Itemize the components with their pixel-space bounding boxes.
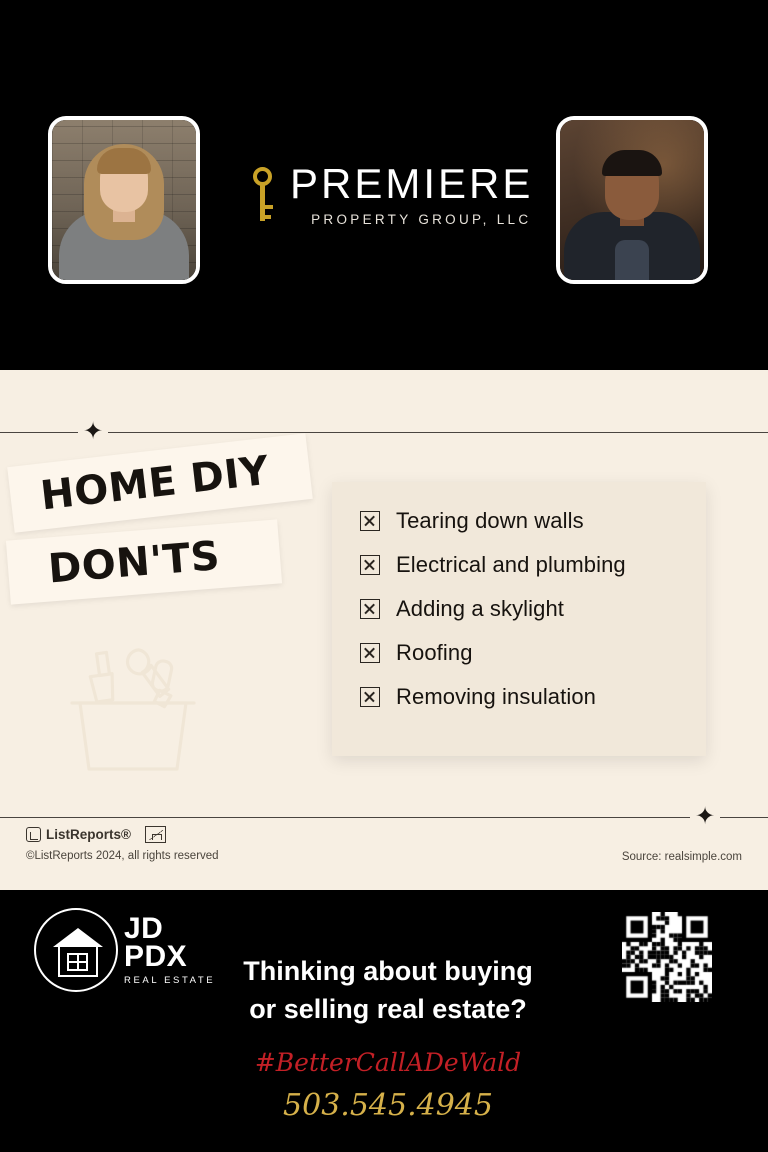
list-item-label: Electrical and plumbing xyxy=(396,552,626,577)
avatar-left xyxy=(48,116,200,284)
source-text: Source: realsimple.com xyxy=(621,851,742,863)
listreports-logo xyxy=(26,827,131,842)
list-item-label: Removing insulation xyxy=(396,684,597,709)
equal-housing-opportunity-icon xyxy=(145,826,166,843)
listreports-name: ListReports® xyxy=(46,827,131,842)
cta-text xyxy=(198,952,578,1029)
header-band xyxy=(0,0,768,370)
cta-line-1: Thinking about buying xyxy=(243,956,533,986)
qr-code[interactable] xyxy=(622,912,712,1002)
brand-name: PREMIERE xyxy=(290,160,534,207)
jdpdx-line-3: REAL ESTATE xyxy=(124,975,216,987)
content-panel xyxy=(0,370,768,890)
jdpdx-line-1: JD xyxy=(124,911,164,945)
list-item xyxy=(360,508,686,534)
list-item xyxy=(360,552,686,578)
title-slab-1 xyxy=(7,433,313,533)
footer-band xyxy=(0,890,768,1152)
title-slab-2 xyxy=(6,519,282,604)
list-item xyxy=(360,596,686,622)
list-item xyxy=(360,684,686,710)
house-icon xyxy=(34,908,118,992)
list-item-label: Adding a skylight xyxy=(396,596,565,621)
x-box-icon xyxy=(360,687,380,707)
cta-line-2: or selling real estate? xyxy=(249,994,527,1025)
copyright-text: ©ListReports 2024, all rights reserved xyxy=(26,850,219,862)
list-item-label: Roofing xyxy=(396,640,473,665)
title-line-2: DON'TS xyxy=(46,533,222,593)
dont-list-card xyxy=(332,482,706,756)
x-box-icon xyxy=(360,511,380,531)
brand-subtitle: PROPERTY GROUP, LLC xyxy=(311,212,532,227)
sparkle-icon-left: ✦ xyxy=(78,420,108,444)
list-item-label: Tearing down walls xyxy=(396,508,584,533)
key-icon xyxy=(250,167,276,223)
divider-bottom xyxy=(0,817,768,818)
x-box-icon xyxy=(360,599,380,619)
x-box-icon xyxy=(360,555,380,575)
avatar-right xyxy=(556,116,708,284)
title-line-1: HOME DIY xyxy=(38,447,272,520)
list-item xyxy=(360,640,686,666)
jdpdx-line-2: PDX xyxy=(124,940,188,974)
listreports-icon xyxy=(26,827,41,842)
toolbox-icon xyxy=(58,645,208,775)
jdpdx-logo xyxy=(34,908,215,992)
listreports-row xyxy=(26,826,166,843)
divider-top xyxy=(0,432,768,433)
x-box-icon xyxy=(360,643,380,663)
brand-logo xyxy=(250,160,534,227)
phone-number[interactable]: 503.545.4945 xyxy=(283,1088,493,1123)
hashtag-text: #BetterCallADeWald xyxy=(254,1048,522,1077)
sparkle-icon-right: ✦ xyxy=(690,805,720,829)
